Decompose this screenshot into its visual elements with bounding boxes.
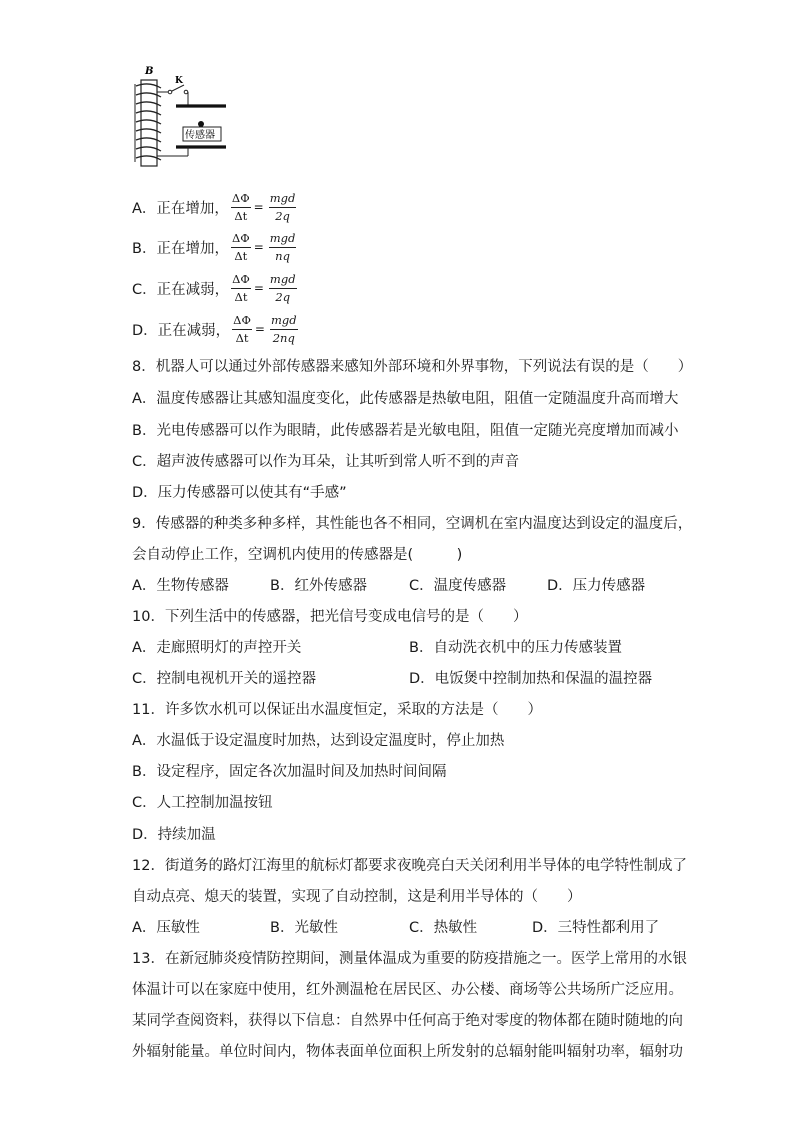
rhs-fraction: $\frac{\text{mgd}}{nq}$ xyxy=(269,230,296,263)
q7-option-b xyxy=(132,226,296,268)
q10-stem: 10．下列生活中的传感器，把光信号变成电信号的是（ ） xyxy=(132,609,528,625)
q11-option-b: B．设定程序，固定各次加温时间及加热时间间隔 xyxy=(132,764,447,780)
q11-stem: 11．许多饮水机可以保证出水温度恒定，采取的方法是（ ） xyxy=(132,702,542,718)
droplet xyxy=(198,121,204,127)
q11-option-c: C．人工控制加温按钮 xyxy=(132,795,273,811)
q11-option-a: A．水温低于设定温度时加热，达到设定温度时，停止加热 xyxy=(132,733,505,749)
switch-blade xyxy=(170,85,184,92)
q8-option-a: A．温度传感器让其感知温度变化，此传感器是热敏电阻，阻值一定随温度升高而增大 xyxy=(132,391,679,407)
q7-option-d xyxy=(132,308,298,350)
sensor-label: 传感器 xyxy=(185,130,215,141)
q10-option-d: D．电饭煲中控制加热和保温的温控器 xyxy=(409,671,653,687)
q8-option-c: C．超声波传感器可以作为耳朵，让其听到常人听不到的声音 xyxy=(132,454,520,470)
lhs-fraction: $\frac{\Delta\Phi}{\Delta t}$ xyxy=(233,312,251,345)
rhs-fraction: $\frac{\text{mgd}}{2q}$ xyxy=(269,190,296,223)
equals-sign: = xyxy=(254,322,265,336)
coil-windings xyxy=(136,84,161,160)
q9-option-a: A．生物传感器 xyxy=(132,578,229,594)
lhs-fraction: $\frac{\Delta\Phi}{\Delta t}$ xyxy=(232,271,250,304)
q9-option-b: B．红外传感器 xyxy=(270,578,367,594)
rhs-fraction: $\frac{\text{mgd}}{2q}$ xyxy=(269,271,296,304)
q13-line1: 13．在新冠肺炎疫情防控期间，测量体温成为重要的防疫措施之一。医学上常用的水银 xyxy=(132,951,687,967)
q12-option-d: D．三特性都利用了 xyxy=(532,920,660,936)
q10-option-c: C．控制电视机开关的遥控器 xyxy=(132,671,317,687)
lhs-fraction: $\frac{\Delta\Phi}{\Delta t}$ xyxy=(231,230,250,263)
label-b: B xyxy=(145,66,154,77)
option-prefix: A．正在增加， xyxy=(132,200,229,217)
q12-option-a: A．压敏性 xyxy=(132,920,200,936)
q12-option-c: C．热敏性 xyxy=(409,920,478,936)
label-k: K xyxy=(175,76,183,86)
q13-line3: 某同学查阅资料，获得以下信息：自然界中任何高于绝对零度的物体都在随时随地的向 xyxy=(132,1013,683,1029)
q7-option-a xyxy=(132,186,296,228)
equals-sign: = xyxy=(253,281,264,295)
circuit-figure xyxy=(130,62,240,172)
q9-stem-line2: 会自动停止工作，空调机内使用的传感器是( ) xyxy=(132,547,463,563)
q8-stem: 8．机器人可以通过外部传感器来感知外部环境和外界事物，下列说法有误的是（ ） xyxy=(132,359,693,375)
q11-option-d: D．持续加温 xyxy=(132,827,216,843)
q13-line2: 体温计可以在家庭中使用，红外测温枪在居民区、办公楼、商场等公共场所广泛应用。 xyxy=(132,982,683,998)
q12-stem-line1: 12．街道务的路灯江海里的航标灯都要求夜晚亮白天关闭利用半导体的电学特性制成了 xyxy=(132,858,687,874)
q10-option-b: B．自动洗衣机中的压力传感装置 xyxy=(409,640,622,656)
option-prefix: D．正在减弱， xyxy=(132,322,231,339)
q8-option-b: B．光电传感器可以作为眼睛，此传感器若是光敏电阻，阻值一定随光亮度增加而减小 xyxy=(132,423,679,439)
switch-contact xyxy=(168,90,172,94)
q12-stem-line2: 自动点亮、熄天的装置，实现了自动控制，这是利用半导体的（ ） xyxy=(132,889,582,905)
equals-sign: = xyxy=(253,240,264,254)
q13-line4: 外辐射能量。单位时间内，物体表面单位面积上所发射的总辐射能叫辐射功率，辐射功 xyxy=(132,1044,683,1060)
q9-option-d: D．压力传感器 xyxy=(547,578,646,594)
q8-option-d: D．压力传感器可以使其有“手感” xyxy=(132,485,347,501)
equals-sign: = xyxy=(253,200,264,214)
option-prefix: B．正在增加， xyxy=(132,240,229,257)
q7-option-c xyxy=(132,267,297,309)
q12-option-b: B．光敏性 xyxy=(270,920,338,936)
q10-option-a: A．走廊照明灯的声控开关 xyxy=(132,640,302,656)
option-prefix: C．正在减弱， xyxy=(132,281,230,298)
q9-option-c: C．温度传感器 xyxy=(409,578,507,594)
lhs-fraction: $\frac{\Delta\Phi}{\Delta t}$ xyxy=(231,190,250,223)
q9-stem-line1: 9．传感器的种类多种多样，其性能也各不相同，空调机在室内温度达到设定的温度后， xyxy=(132,516,693,532)
rhs-fraction: $\frac{\text{mgd}}{2nq}$ xyxy=(270,312,297,345)
